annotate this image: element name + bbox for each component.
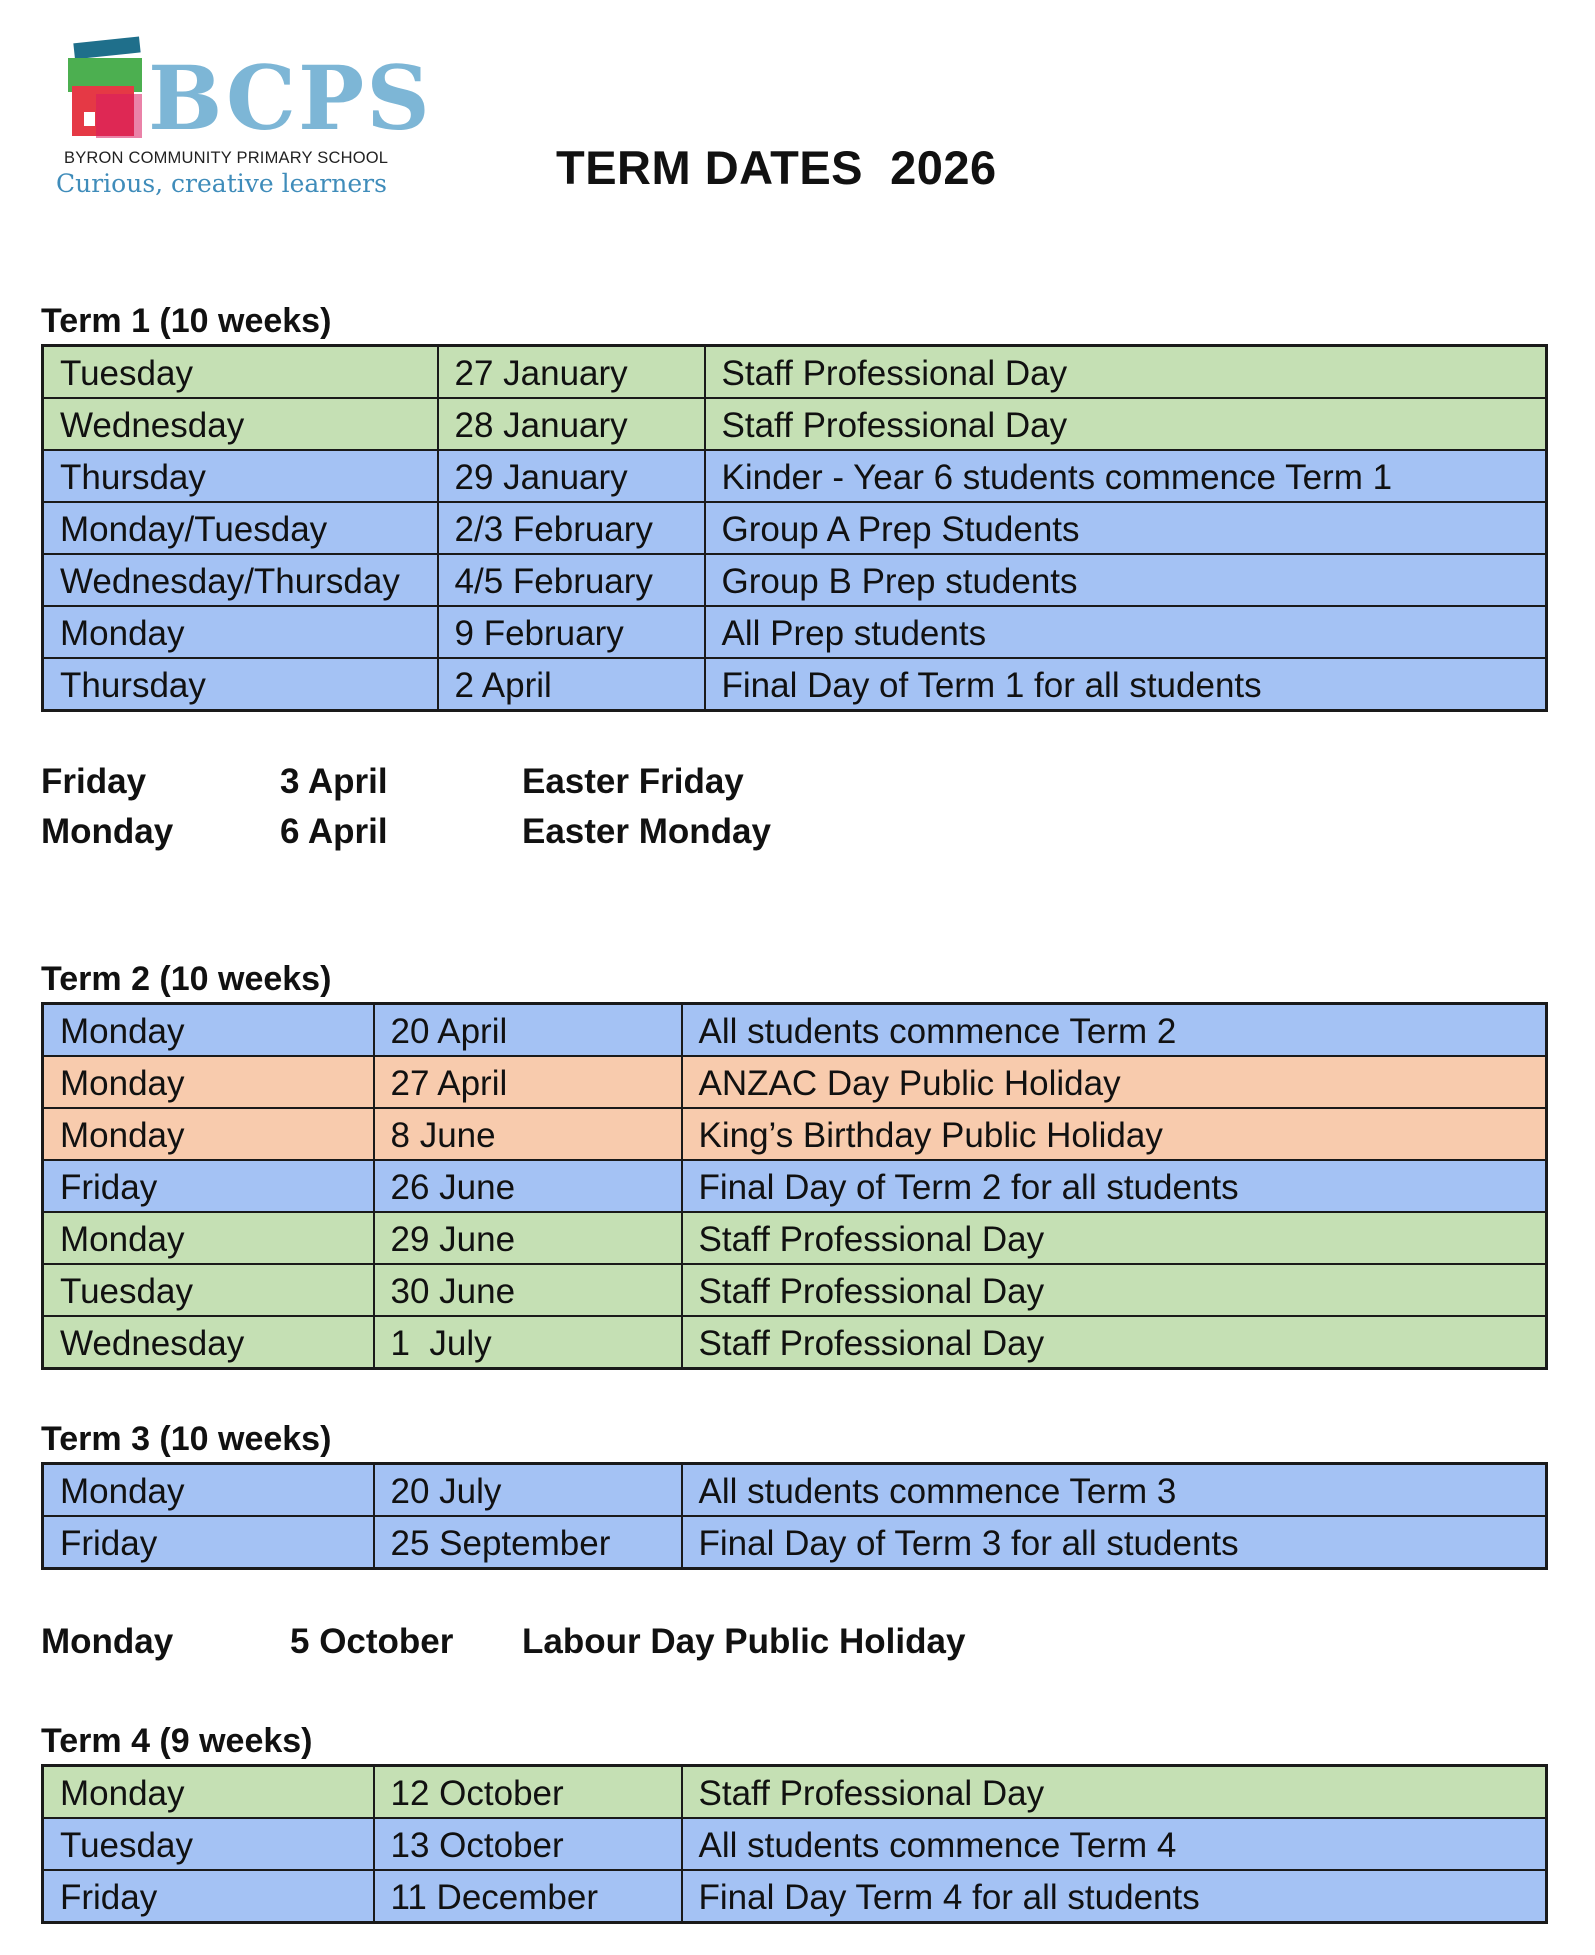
day-cell: Monday xyxy=(43,1766,374,1819)
event-cell: Staff Professional Day xyxy=(682,1766,1547,1819)
event-cell: Staff Professional Day xyxy=(705,398,1547,450)
event-cell: Final Day of Term 2 for all students xyxy=(682,1160,1547,1212)
event-cell: Group A Prep Students xyxy=(705,502,1547,554)
date-cell: 30 June xyxy=(374,1264,682,1316)
term-1-table xyxy=(41,344,1548,712)
day-cell: Tuesday xyxy=(43,1264,374,1316)
holiday-event: Easter Monday xyxy=(522,812,771,851)
table-row xyxy=(43,346,1547,399)
logo-tagline: Curious, creative learners xyxy=(56,169,387,198)
date-cell: 27 January xyxy=(438,346,705,399)
event-cell: All students commence Term 2 xyxy=(682,1004,1547,1057)
day-cell: Monday xyxy=(43,1212,374,1264)
table-row xyxy=(43,1464,1547,1517)
day-cell: Wednesday/Thursday xyxy=(43,554,438,606)
day-cell: Thursday xyxy=(43,450,438,502)
holiday-day: Monday xyxy=(41,812,174,851)
day-cell: Friday xyxy=(43,1160,374,1212)
date-cell: 2/3 February xyxy=(438,502,705,554)
table-row xyxy=(43,450,1547,502)
table-row xyxy=(43,606,1547,658)
holiday-day: Friday xyxy=(41,762,147,801)
table-row xyxy=(43,1108,1547,1160)
table-row xyxy=(43,1316,1547,1369)
term-3-table xyxy=(41,1462,1548,1570)
day-cell: Monday/Tuesday xyxy=(43,502,438,554)
table-row xyxy=(43,1818,1547,1870)
day-cell: Thursday xyxy=(43,658,438,711)
table-row xyxy=(43,658,1547,711)
term-4-heading: Term 4 (9 weeks) xyxy=(41,1722,313,1760)
holiday-date: 3 April xyxy=(280,762,388,801)
event-cell: Final Day of Term 3 for all students xyxy=(682,1516,1547,1569)
event-cell: All students commence Term 4 xyxy=(682,1818,1547,1870)
date-cell: 25 September xyxy=(374,1516,682,1569)
event-cell: ANZAC Day Public Holiday xyxy=(682,1056,1547,1108)
table-row xyxy=(43,1870,1547,1923)
date-cell: 27 April xyxy=(374,1056,682,1108)
date-cell: 26 June xyxy=(374,1160,682,1212)
event-cell: Staff Professional Day xyxy=(682,1316,1547,1369)
holiday-date: 5 October xyxy=(290,1622,454,1661)
table-row xyxy=(43,398,1547,450)
date-cell: 28 January xyxy=(438,398,705,450)
holiday-event: Easter Friday xyxy=(522,762,744,801)
event-cell: Kinder - Year 6 students commence Term 1 xyxy=(705,450,1547,502)
event-cell: Staff Professional Day xyxy=(682,1212,1547,1264)
logo-letters: BCPS xyxy=(148,46,432,150)
table-row xyxy=(43,554,1547,606)
table-row xyxy=(43,1264,1547,1316)
table-row xyxy=(43,502,1547,554)
day-cell: Monday xyxy=(43,1108,374,1160)
table-row xyxy=(43,1516,1547,1569)
holiday-date: 6 April xyxy=(280,812,388,851)
date-cell: 29 January xyxy=(438,450,705,502)
date-cell: 9 February xyxy=(438,606,705,658)
page-title: TERM DATES 2026 xyxy=(556,141,997,194)
term-2-heading: Term 2 (10 weeks) xyxy=(41,960,332,998)
event-cell: Final Day of Term 1 for all students xyxy=(705,658,1547,711)
day-cell: Friday xyxy=(43,1516,374,1569)
day-cell: Tuesday xyxy=(43,346,438,399)
day-cell: Monday xyxy=(43,606,438,658)
event-cell: Final Day Term 4 for all students xyxy=(682,1870,1547,1923)
event-cell: Group B Prep students xyxy=(705,554,1547,606)
day-cell: Monday xyxy=(43,1056,374,1108)
date-cell: 1 July xyxy=(374,1316,682,1369)
date-cell: 12 October xyxy=(374,1766,682,1819)
event-cell: King’s Birthday Public Holiday xyxy=(682,1108,1547,1160)
date-cell: 20 April xyxy=(374,1004,682,1057)
day-cell: Friday xyxy=(43,1870,374,1923)
day-cell: Monday xyxy=(43,1004,374,1057)
school-logo xyxy=(56,32,432,207)
term-4-table xyxy=(41,1764,1548,1924)
day-cell: Wednesday xyxy=(43,1316,374,1369)
day-cell: Tuesday xyxy=(43,1818,374,1870)
school-building-icon xyxy=(66,36,152,140)
date-cell: 11 December xyxy=(374,1870,682,1923)
date-cell: 8 June xyxy=(374,1108,682,1160)
event-cell: All Prep students xyxy=(705,606,1547,658)
day-cell: Wednesday xyxy=(43,398,438,450)
logo-school-name: BYRON COMMUNITY PRIMARY SCHOOL xyxy=(64,149,389,167)
table-row xyxy=(43,1212,1547,1264)
date-cell: 4/5 February xyxy=(438,554,705,606)
date-cell: 20 July xyxy=(374,1464,682,1517)
date-cell: 29 June xyxy=(374,1212,682,1264)
term-3-heading: Term 3 (10 weeks) xyxy=(41,1420,332,1458)
table-row xyxy=(43,1004,1547,1057)
table-row xyxy=(43,1056,1547,1108)
holiday-day: Monday xyxy=(41,1622,174,1661)
event-cell: Staff Professional Day xyxy=(705,346,1547,399)
event-cell: Staff Professional Day xyxy=(682,1264,1547,1316)
date-cell: 13 October xyxy=(374,1818,682,1870)
term-1-heading: Term 1 (10 weeks) xyxy=(41,302,332,340)
event-cell: All students commence Term 3 xyxy=(682,1464,1547,1517)
date-cell: 2 April xyxy=(438,658,705,711)
table-row xyxy=(43,1160,1547,1212)
holiday-event: Labour Day Public Holiday xyxy=(522,1622,966,1661)
term-2-table xyxy=(41,1002,1548,1370)
table-row xyxy=(43,1766,1547,1819)
day-cell: Monday xyxy=(43,1464,374,1517)
